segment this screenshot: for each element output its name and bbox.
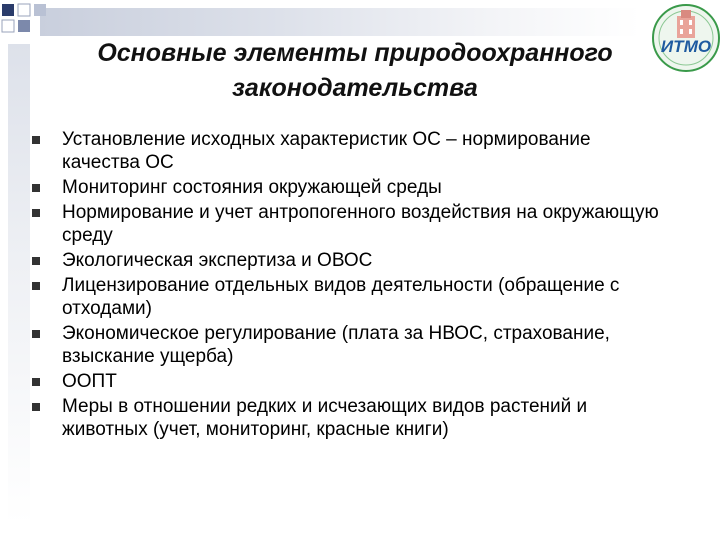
list-item xyxy=(30,322,670,368)
list-item xyxy=(30,249,670,272)
itmo-logo xyxy=(650,2,720,74)
bullet-text: Экономическое регулирование (плата за НВОС, страхование, взыскание ущерба) xyxy=(62,323,610,367)
square-bullet-icon xyxy=(32,330,40,338)
bullet-text: Установление исходных характеристик ОС – нормирование качества ОС xyxy=(62,129,591,173)
header-band xyxy=(40,8,640,36)
list-item xyxy=(30,370,670,393)
square-bullet-icon xyxy=(32,282,40,290)
list-item xyxy=(30,395,670,441)
square-bullet-icon xyxy=(32,209,40,217)
slide-title xyxy=(60,36,650,106)
square-bullet-icon xyxy=(32,184,40,192)
bullet-text: Нормирование и учет антропогенного воздействия на окружающую среду xyxy=(62,202,659,246)
square-bullet-icon xyxy=(32,403,40,411)
list-item xyxy=(30,128,670,174)
bullet-text: Мониторинг состояния окружающей среды xyxy=(62,177,442,198)
square-bullet-icon xyxy=(32,136,40,144)
side-band xyxy=(8,44,30,524)
logo-text: ИТМО xyxy=(660,37,712,56)
square-bullet-icon xyxy=(32,257,40,265)
title-line-1: Основные элементы природоохранного xyxy=(97,39,613,67)
bullet-list xyxy=(30,128,670,443)
list-item xyxy=(30,274,670,320)
square-bullet-icon xyxy=(32,378,40,386)
title-line-2: законодательства xyxy=(232,74,478,102)
list-item xyxy=(30,201,670,247)
list-item xyxy=(30,176,670,199)
bullet-text: Меры в отношении редких и исчезающих видов растений и животных (учет, мониторинг, красные книги) xyxy=(62,396,588,440)
bullet-text: Лицензирование отдельных видов деятельности (обращение с отходами) xyxy=(62,275,620,319)
corner-squares-decoration xyxy=(0,0,60,48)
bullet-text: ООПТ xyxy=(62,371,117,392)
bullet-text: Экологическая экспертиза и ОВОС xyxy=(62,250,373,271)
